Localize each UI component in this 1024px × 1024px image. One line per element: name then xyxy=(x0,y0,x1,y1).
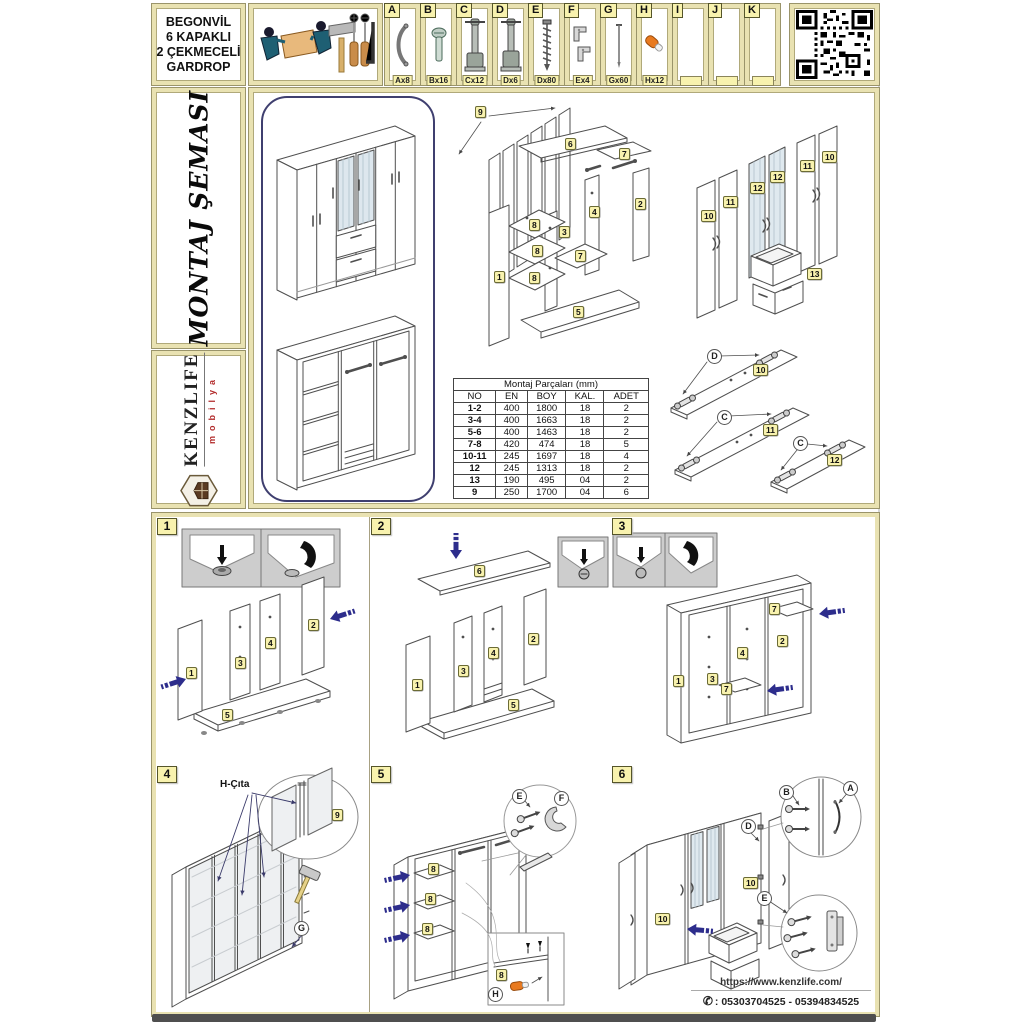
fastener-circle-A: A xyxy=(843,781,858,796)
wardrobe-interior-drawing xyxy=(267,302,427,498)
hardware-letter: F xyxy=(564,3,579,18)
step-4 xyxy=(156,765,370,1012)
hinge-boards-drawing xyxy=(655,332,873,500)
hardware-letter: H xyxy=(636,3,652,18)
hardware-qty-empty xyxy=(752,76,774,86)
part-badge-12: 12 xyxy=(770,171,785,183)
part-badge-10: 10 xyxy=(701,210,716,222)
part-badge-11: 11 xyxy=(763,424,778,436)
exploded-view xyxy=(437,98,672,370)
hardware-item-C xyxy=(456,3,493,86)
tools-illustration xyxy=(248,3,383,86)
hardware-letter: B xyxy=(420,3,436,18)
sheet xyxy=(151,3,880,1015)
qr-code-image xyxy=(796,10,873,79)
qr-code xyxy=(789,3,880,86)
part-badge-4: 4 xyxy=(488,647,499,659)
hardware-item-H xyxy=(636,3,673,86)
step-2-drawing xyxy=(370,517,611,765)
footer-contact xyxy=(691,977,871,1008)
step-6 xyxy=(611,765,875,1012)
part-badge-5: 5 xyxy=(508,699,519,711)
hardware-qty-empty xyxy=(716,76,738,86)
hardware-letter: C xyxy=(456,3,472,18)
wardrobe-front-drawing xyxy=(267,104,427,304)
table-header-row: NO EN BOY KAL. ADET xyxy=(454,391,649,403)
table-row: 7-8 420 474 18 5 xyxy=(454,439,649,451)
part-badge-9: 9 xyxy=(332,809,343,821)
part-badge-9: 9 xyxy=(475,106,486,118)
hardware-qty: Dx6 xyxy=(500,75,521,86)
hardware-item-I xyxy=(672,3,709,86)
table-row: 9 250 1700 04 6 xyxy=(454,487,649,499)
step-number: 2 xyxy=(371,518,391,535)
table-row: 3-4 400 1663 18 2 xyxy=(454,415,649,427)
part-badge-4: 4 xyxy=(589,206,600,218)
hardware-item-K xyxy=(744,3,781,86)
part-badge-2: 2 xyxy=(528,633,539,645)
brand-logo-box xyxy=(151,350,246,509)
hinge-boards-view xyxy=(655,332,873,500)
bracket-icon xyxy=(570,23,596,67)
fastener-circle-F: F xyxy=(554,791,569,806)
part-badge-10: 10 xyxy=(753,364,768,376)
table-row: 12 245 1313 18 2 xyxy=(454,463,649,475)
part-badge-10: 10 xyxy=(822,151,837,163)
nail-icon xyxy=(613,21,625,69)
step-3 xyxy=(611,517,875,766)
hardware-letter: I xyxy=(672,3,683,18)
step-2 xyxy=(370,517,612,766)
hardware-letter: E xyxy=(528,3,543,18)
assembled-views-panel xyxy=(261,96,435,502)
part-badge-4: 4 xyxy=(265,637,276,649)
step-number: 3 xyxy=(612,518,632,535)
part-badge-8: 8 xyxy=(425,893,436,905)
table-row: 1-2 400 1800 18 2 xyxy=(454,403,649,415)
schema-title: MONTAJ ŞEMASI xyxy=(184,89,213,347)
part-badge-6: 6 xyxy=(474,565,485,577)
step-5-drawing xyxy=(370,765,611,1012)
fastener-circle-C: C xyxy=(793,436,808,451)
part-badge-12: 12 xyxy=(750,182,765,194)
hardware-qty: Hx12 xyxy=(642,75,667,86)
hardware-letter: K xyxy=(744,3,760,18)
fastener-circle-B: B xyxy=(779,785,794,800)
part-badge-7: 7 xyxy=(721,683,732,695)
hardware-qty: Dx80 xyxy=(534,75,559,86)
hinge-icon xyxy=(463,17,487,73)
hardware-qty: Gx60 xyxy=(606,75,632,86)
part-badge-3: 3 xyxy=(707,673,718,685)
hardware-letter: A xyxy=(384,3,400,18)
part-badge-7: 7 xyxy=(619,148,630,160)
doors-drawing xyxy=(663,98,873,336)
part-badge-10: 10 xyxy=(655,913,670,925)
part-badge-8: 8 xyxy=(532,245,543,257)
parts-table xyxy=(453,378,649,499)
step-number: 4 xyxy=(157,766,177,783)
title-line: GARDROP xyxy=(166,59,231,74)
hardware-qty-empty xyxy=(680,76,702,86)
fastener-circle-C: C xyxy=(717,410,732,425)
title-line: BEGONVİL xyxy=(165,14,232,29)
fastener-circle-D: D xyxy=(707,349,722,364)
brand-subtitle: mobilya xyxy=(206,374,217,444)
hinge-icon xyxy=(499,17,523,73)
title-line: 6 KAPAKLI xyxy=(165,29,232,44)
part-badge-7: 7 xyxy=(769,603,780,615)
part-badge-1: 1 xyxy=(186,667,197,679)
page-bottom-shadow xyxy=(152,1014,876,1022)
part-badge-2: 2 xyxy=(635,198,646,210)
part-badge-8: 8 xyxy=(496,969,507,981)
part-badge-6: 6 xyxy=(565,138,576,150)
part-badge-12: 12 xyxy=(827,454,842,466)
table-title: Montaj Parçaları (mm) xyxy=(454,379,649,391)
tools-icon xyxy=(255,10,376,79)
part-badge-7: 7 xyxy=(575,250,586,262)
step-1 xyxy=(156,517,370,766)
step-number: 6 xyxy=(612,766,632,783)
part-badge-2: 2 xyxy=(308,619,319,631)
hardware-qty: Ax8 xyxy=(392,75,413,86)
part-badge-3: 3 xyxy=(559,226,570,238)
hardware-item-J xyxy=(708,3,745,86)
hardware-qty: Bx16 xyxy=(426,75,451,86)
part-badge-11: 11 xyxy=(800,160,815,172)
phone-icon: ✆ xyxy=(702,994,713,1008)
hardware-qty: Cx12 xyxy=(462,75,487,86)
cam-bolt-icon xyxy=(431,25,447,65)
brand-name: KENZLIFE xyxy=(181,352,205,466)
title-line: 2 ÇEKMECELİ xyxy=(156,44,241,59)
hardware-letter: G xyxy=(600,3,617,18)
h-cita-label: H-Çıta xyxy=(220,779,250,790)
part-badge-1: 1 xyxy=(412,679,423,691)
step-number: 1 xyxy=(157,518,177,535)
step-3-drawing xyxy=(611,517,875,765)
part-badge-2: 2 xyxy=(777,635,788,647)
handle-icon xyxy=(392,22,414,68)
hardware-item-E xyxy=(528,3,565,86)
step-5 xyxy=(370,765,612,1012)
part-badge-4: 4 xyxy=(737,647,748,659)
step-4-drawing xyxy=(156,765,369,1012)
hardware-item-A xyxy=(384,3,421,86)
product-title xyxy=(151,3,246,86)
website-url: https://www.kenzlife.com/ xyxy=(691,977,871,991)
fastener-circle-E: E xyxy=(757,891,772,906)
table-title-row xyxy=(454,379,649,391)
shelf-pin-icon xyxy=(642,30,668,60)
fastener-circle-G: G xyxy=(294,921,309,936)
part-badge-1: 1 xyxy=(673,675,684,687)
fastener-circle-H: H xyxy=(488,987,503,1002)
hardware-item-F xyxy=(564,3,601,86)
step-number: 5 xyxy=(371,766,391,783)
part-badge-5: 5 xyxy=(573,306,584,318)
table-row: 10-11 245 1697 18 4 xyxy=(454,451,649,463)
doors-view xyxy=(663,98,873,336)
table-row: 5-6 400 1463 18 2 xyxy=(454,427,649,439)
part-badge-11: 11 xyxy=(723,196,738,208)
hardware-item-D xyxy=(492,3,529,86)
fastener-circle-E: E xyxy=(512,789,527,804)
part-badge-1: 1 xyxy=(494,271,505,283)
part-badge-8: 8 xyxy=(428,863,439,875)
part-badge-8: 8 xyxy=(529,272,540,284)
hardware-item-B xyxy=(420,3,457,86)
part-badge-5: 5 xyxy=(222,709,233,721)
part-badge-8: 8 xyxy=(529,219,540,231)
brand-hexagon-icon xyxy=(180,473,218,507)
step-1-drawing xyxy=(156,517,369,765)
part-badge-3: 3 xyxy=(235,657,246,669)
fastener-circle-D: D xyxy=(741,819,756,834)
hardware-letter: D xyxy=(492,3,508,18)
part-badge-13: 13 xyxy=(807,268,822,280)
hardware-qty: Ex4 xyxy=(572,75,592,86)
part-badge-8: 8 xyxy=(422,923,433,935)
table-row: 13 190 495 04 2 xyxy=(454,475,649,487)
part-badge-3: 3 xyxy=(458,665,469,677)
exploded-view-drawing xyxy=(437,98,672,370)
schema-title-box xyxy=(151,87,246,349)
assembly-steps-panel xyxy=(151,512,880,1017)
phone-numbers: ✆ : 05303704525 - 05394834525 xyxy=(702,994,860,1008)
hardware-letter: J xyxy=(708,3,722,18)
part-badge-10: 10 xyxy=(743,877,758,889)
overview-diagrams-panel xyxy=(248,87,880,509)
hardware-item-G xyxy=(600,3,637,86)
screw-icon xyxy=(539,18,555,72)
